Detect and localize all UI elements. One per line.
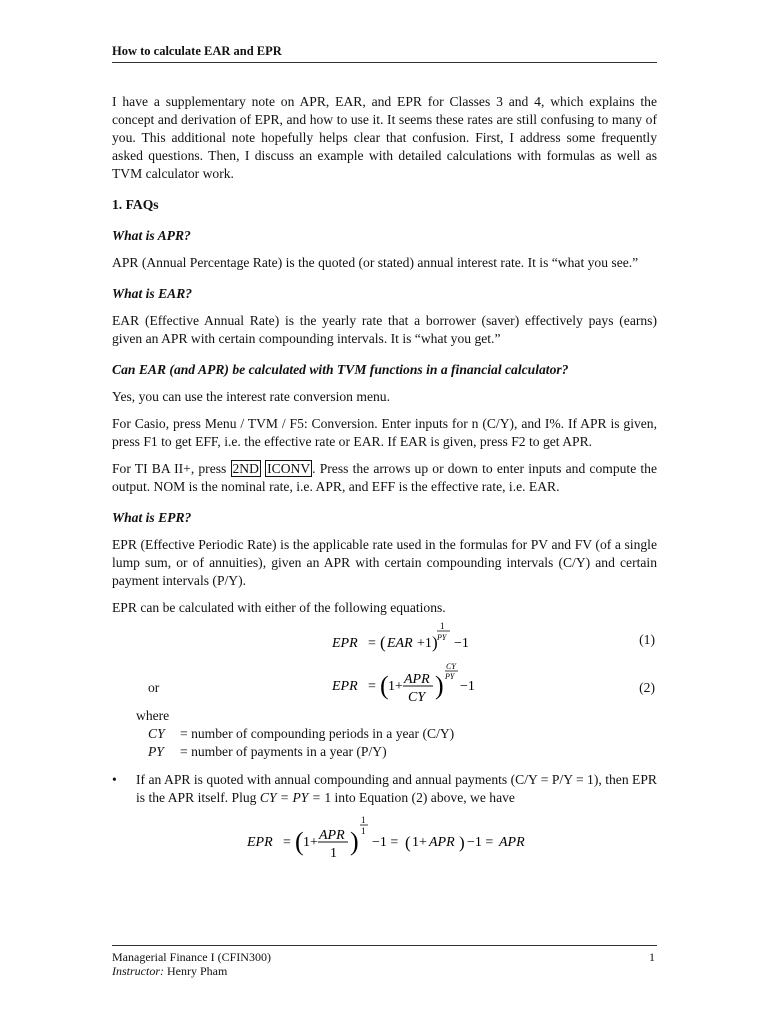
footer-course: Managerial Finance I (CFIN300) (112, 950, 271, 964)
question-apr: What is APR? (112, 228, 191, 243)
answer-epr: EPR (Effective Periodic Rate) is the applicable rate used in the formulas for PV and FV (of a single lump sum, or of annuities), given an APR with certain compounding intervals (C/Y) and certain payment intervals (P/Y). (112, 537, 657, 588)
eq3-num: APR (319, 828, 345, 843)
answer-calculator: Yes, you can use the interest rate conversion menu. (112, 389, 390, 404)
running-footer (112, 945, 657, 978)
epr-intro: EPR can be calculated with either of the following equations. (112, 600, 446, 615)
bullet-item (112, 771, 657, 807)
running-header: How to calculate EAR and EPR (112, 44, 657, 63)
footer-instructor-name: Henry Pham (164, 964, 228, 978)
eq2-one-plus: 1+ (388, 679, 403, 694)
eq3-open-paren: ( (295, 827, 304, 856)
eq3-exp-num: 1 (361, 815, 366, 825)
document-page (112, 0, 657, 1024)
eq2-equals: = (368, 679, 376, 694)
ti-instructions (112, 460, 657, 496)
where-var-py: PY (148, 744, 164, 759)
eq1-exp-den: PY (437, 633, 447, 642)
where-def-py: = number of payments in a year (P/Y) (180, 744, 387, 759)
eq1-open-paren: ( (380, 633, 386, 652)
ti-prefix: For TI BA II+, press (112, 461, 231, 476)
document-body (112, 93, 657, 865)
eq3-paren-open: ( (405, 833, 411, 852)
where-row-py (136, 743, 657, 761)
question-epr: What is EPR? (112, 510, 192, 525)
equation-1-formula (332, 621, 502, 657)
eq3-rhs: APR (499, 835, 525, 850)
eq3-paren-close: ) (459, 833, 465, 852)
footer-instructor (112, 964, 657, 978)
equation-2-formula (332, 661, 502, 705)
eq1-plus-one: +1 (417, 636, 432, 651)
equation-3 (112, 813, 657, 865)
eq3-one-plus: 1+ (303, 835, 318, 850)
casio-instructions: For Casio, press Menu / TVM / F5: Conversion. Enter inputs for n (C/Y), and I%. If APR is given, press F1 to get EFF, i.e. the effective rate or EAR. If EAR is given, press F2 to get APR. (112, 416, 657, 449)
eq3-equals: = (283, 835, 291, 850)
answer-ear: EAR (Effective Annual Rate) is the yearly rate that a borrower (saver) effectively pays (earns) given an APR with certain compounding intervals. It is “what you get.” (112, 313, 657, 346)
bullet-part1: If an APR is quoted with annual compounding and annual payments (C/Y = P/Y = 1), then EPR is the APR itself. Plug (136, 772, 657, 805)
ti-suffix: . Press the arrows up or down to enter inputs and compute the output. NOM is the nominal rate, i.e. APR, and EFF is the effective rate, i.e. EAR. (112, 461, 657, 494)
eq3-exp-den: 1 (361, 826, 366, 836)
eq2-minus-one: −1 (460, 679, 475, 694)
equation-1 (112, 621, 657, 657)
answer-apr: APR (Annual Percentage Rate) is the quoted (or stated) annual interest rate. It is “what you see.” (112, 255, 639, 270)
eq3-minus-one: −1 = (372, 835, 399, 850)
eq3-lhs: EPR (247, 835, 273, 850)
equation-3-formula (247, 813, 547, 865)
bullet-text (136, 771, 657, 807)
page-number: 1 (649, 950, 655, 964)
intro-paragraph: I have a supplementary note on APR, EAR, and EPR for Classes 3 and 4, which explains the concept and derivation of EPR, and how to use it. It seems these rates are still confusing to many of you. This additional note hopefully helps clear that confusion. First, I address some frequently asked questions. Then, I discuss an example with detailed calculations with formulas as well as TVM calculator work. (112, 94, 657, 181)
eq2-close-paren: ) (435, 671, 444, 700)
bullet-part2: 1 into Equation (2) above, we have (320, 790, 515, 805)
eq3-close-paren: ) (350, 827, 359, 856)
eq3-minus-eq: −1 = (467, 835, 494, 850)
question-calculator: Can EAR (and APR) be calculated with TVM functions in a financial calculator? (112, 362, 569, 377)
eq1-base: EAR (387, 636, 413, 651)
section-heading-faqs: 1. FAQs (112, 197, 159, 212)
eq2-den: CY (408, 690, 426, 705)
question-ear: What is EAR? (112, 286, 193, 301)
eq2-or-label: or (148, 680, 160, 695)
eq1-equals: = (368, 636, 376, 651)
where-row-cy (136, 725, 657, 743)
where-def-cy: = number of compounding periods in a year (C/Y) (180, 726, 455, 741)
eq2-open-paren: ( (380, 671, 389, 700)
where-var-cy: CY (148, 726, 165, 741)
key-2nd: 2ND (232, 461, 259, 476)
eq2-num: APR (404, 672, 430, 687)
eq3-apr-inner: APR (429, 835, 455, 850)
key-iconv: ICONV (267, 461, 311, 476)
eq1-close-paren: ) (432, 633, 438, 652)
bullet-italic: CY = PY = (259, 790, 321, 805)
bullet-dot: • (112, 772, 117, 787)
eq1-exp-num: 1 (440, 621, 445, 631)
where-label: where (136, 708, 170, 723)
equation-2 (112, 661, 657, 705)
eq2-number: (2) (639, 680, 655, 695)
eq1-number: (1) (639, 632, 655, 647)
eq3-den: 1 (330, 846, 337, 861)
where-block (136, 707, 657, 761)
eq1-minus-one: −1 (454, 636, 469, 651)
footer-instructor-label: Instructor: (112, 964, 164, 978)
eq2-exp-den: PY (445, 672, 455, 681)
eq3-one-plus-2: 1+ (412, 835, 427, 850)
eq1-lhs: EPR (332, 636, 358, 651)
eq2-exp-num: CY (446, 662, 456, 671)
eq2-lhs: EPR (332, 679, 358, 694)
